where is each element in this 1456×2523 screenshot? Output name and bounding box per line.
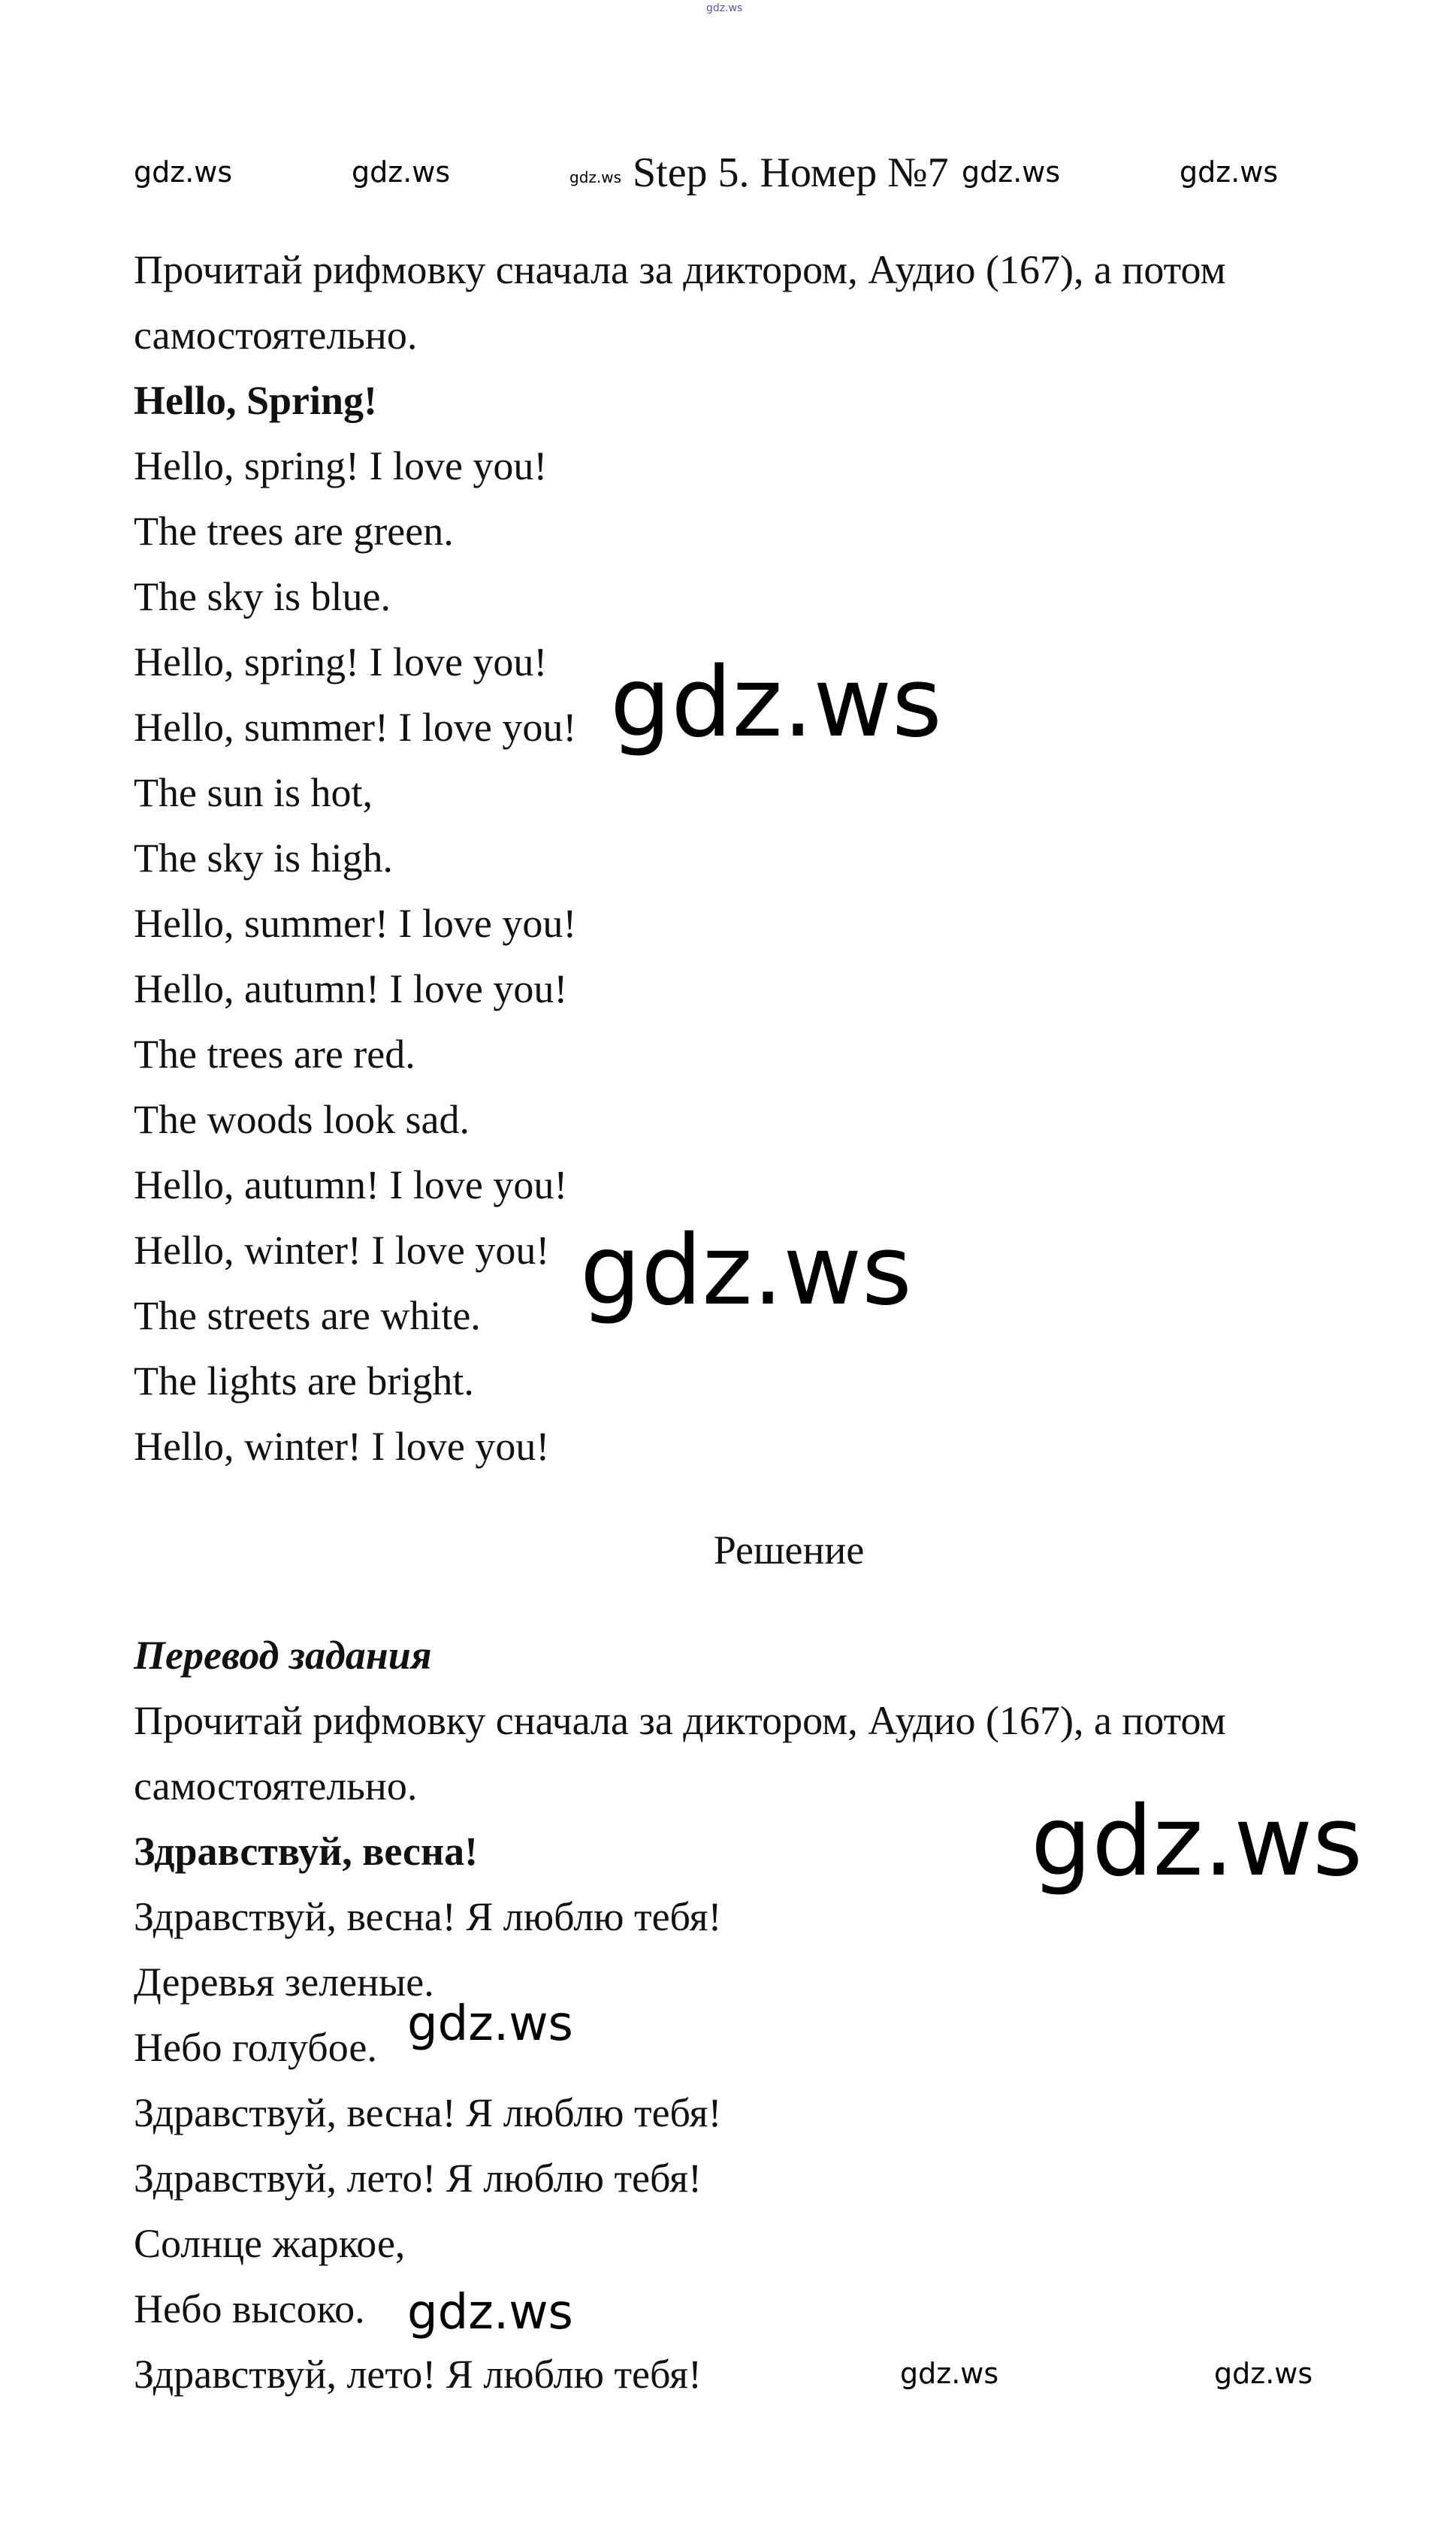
- poem-line: Hello, summer! I love you!: [134, 901, 577, 946]
- poem-line: Hello, spring! I love you!: [134, 443, 548, 488]
- poem-line: Hello, autumn! I love you!: [134, 1162, 568, 1207]
- poem-line: Hello, summer! I love you!: [134, 705, 577, 750]
- watermark-footer: gdz.ws: [900, 2357, 999, 2390]
- watermark-big: gdz.ws: [1031, 1786, 1363, 1898]
- poem-line: The trees are green.: [134, 509, 454, 554]
- poem-line: The trees are red.: [134, 1032, 415, 1077]
- poem-line: The sky is blue.: [134, 574, 391, 619]
- watermark-header-second: gdz.ws: [352, 156, 451, 189]
- page-title: Step 5. Номер №7: [633, 150, 949, 196]
- poem-line: The sky is high.: [134, 835, 393, 881]
- translation-poem-line: Деревья зеленые.: [134, 1959, 434, 2005]
- watermark-header-tiny: gdz.ws: [569, 168, 622, 186]
- task-instruction-line1: Прочитай рифмовку сначала за диктором, Аудио (167), а потом: [134, 247, 1226, 292]
- poem-line: The streets are white.: [134, 1293, 481, 1338]
- poem-line: The lights are bright.: [134, 1358, 474, 1404]
- watermark-mid: gdz.ws: [407, 2285, 573, 2340]
- translation-poem-line: Небо высоко.: [134, 2286, 365, 2331]
- translation-poem-line: Здравствуй, лето! Я люблю тебя!: [134, 2156, 702, 2201]
- watermark-footer: gdz.ws: [1214, 2357, 1313, 2390]
- watermark-header-right-inline: gdz.ws: [962, 156, 1061, 189]
- translation-poem-line: Здравствуй, лето! Я люблю тебя!: [134, 2352, 702, 2397]
- poem-line: Hello, winter! I love you!: [134, 1228, 550, 1273]
- task-instruction-line2: самостоятельно.: [134, 313, 418, 358]
- poem-line: The woods look sad.: [134, 1097, 470, 1142]
- poem-line: The sun is hot,: [134, 770, 373, 815]
- translation-poem-line: Здравствуй, весна! Я люблю тебя!: [134, 1894, 722, 1939]
- translation-heading: Перевод задания: [134, 1633, 432, 1678]
- poem-title: Hello, Spring!: [134, 378, 378, 423]
- translation-instruction-line2: самостоятельно.: [134, 1763, 418, 1808]
- translation-poem-title: Здравствуй, весна!: [134, 1829, 479, 1874]
- watermark-top: gdz.ws: [706, 2, 743, 14]
- solution-heading: Решение: [713, 1527, 865, 1573]
- poem-line: Hello, autumn! I love you!: [134, 966, 568, 1011]
- translation-poem-line: Небо голубое.: [134, 2025, 377, 2070]
- watermark-mid: gdz.ws: [407, 1996, 573, 2052]
- translation-instruction-line1: Прочитай рифмовку сначала за диктором, Аудио (167), а потом: [134, 1698, 1226, 1743]
- poem-line: Hello, winter! I love you!: [134, 1424, 550, 1469]
- watermark-header-far-right: gdz.ws: [1180, 156, 1279, 189]
- translation-poem-line: Здравствуй, весна! Я люблю тебя!: [134, 2090, 722, 2135]
- watermark-header-left: gdz.ws: [134, 156, 233, 189]
- watermark-big: gdz.ws: [610, 647, 942, 759]
- poem-line: Hello, spring! I love you!: [134, 639, 548, 684]
- translation-poem-line: Солнце жаркое,: [134, 2221, 406, 2266]
- watermark-big: gdz.ws: [580, 1215, 912, 1327]
